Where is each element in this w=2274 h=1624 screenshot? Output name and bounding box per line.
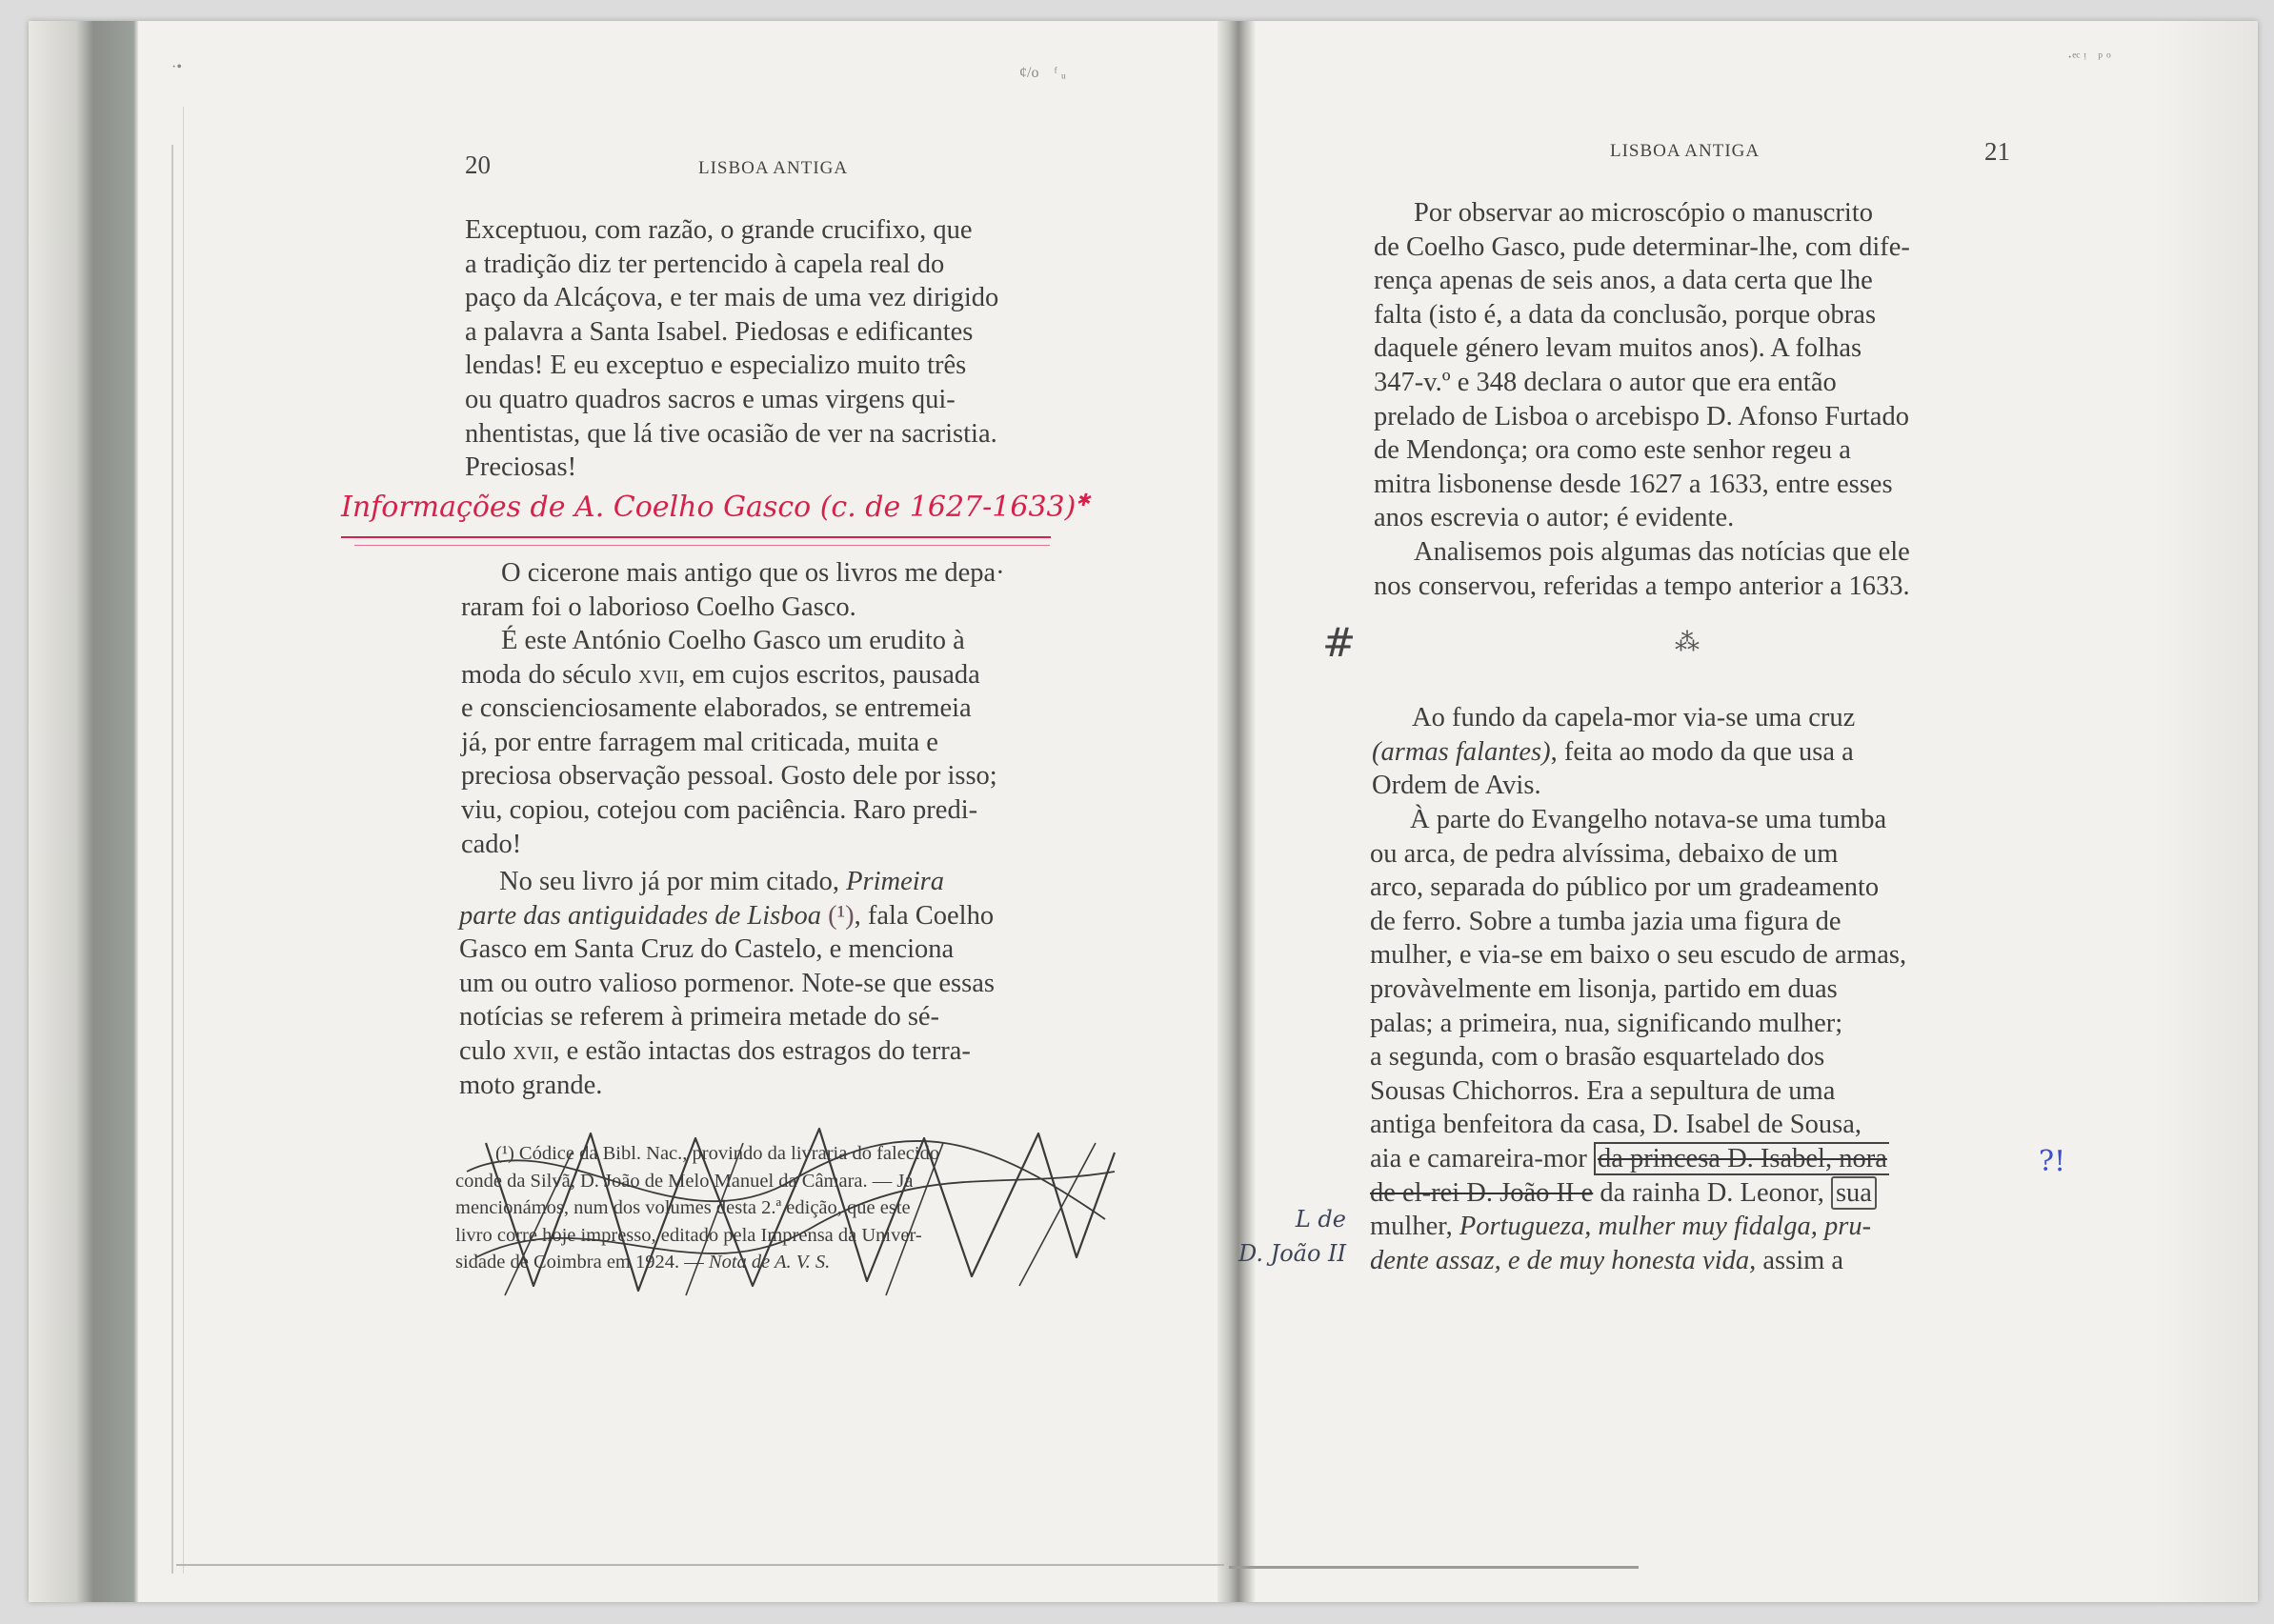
paragraph-3	[1372, 701, 2008, 803]
text-line	[1370, 1176, 2006, 1211]
text-line: O cicerone mais antigo que os livros me depa·	[501, 558, 1005, 588]
handwritten-margin-note	[1227, 1202, 1346, 1271]
book-title: parte das antiguidades de Lisboa	[459, 900, 822, 931]
text-span: , e estão intactas dos estragos do terra-	[553, 1035, 971, 1066]
text-line: Exceptuou, com razão, o grande crucifixo, que	[465, 215, 973, 245]
text-line	[1370, 1244, 2006, 1278]
paragraph-2	[461, 556, 1099, 624]
text-span: , em cujos escritos, pausada	[678, 659, 980, 690]
page-edge	[171, 145, 173, 1574]
text-line: ou quatro quadros sacros e umas virgens qui-	[465, 384, 956, 414]
scan-speck: ¢/o ᶠ ᵤ	[1019, 65, 1067, 81]
text-line	[459, 1034, 1096, 1069]
text-line	[1372, 735, 2008, 770]
text-line: um ou outro valioso pormenor. Note-se que essas	[459, 968, 995, 998]
page-number: 21	[1984, 137, 2010, 166]
text-line: já, por entre farragem mal criticada, muita e	[461, 727, 938, 757]
paragraph-2	[1374, 535, 2012, 603]
text-line	[1370, 1142, 2006, 1176]
text-span: , feita ao modo da que usa a	[1550, 736, 1854, 767]
text-line: de Coelho Gasco, pude determinar-lhe, com dife-	[1374, 231, 1910, 262]
text-line: anos escrevia o autor; é evidente.	[1374, 503, 1735, 533]
page-bottom-edge	[1229, 1566, 1639, 1569]
text-line: moto grande.	[459, 1070, 603, 1100]
text-line: É este António Coelho Gasco um erudito à	[501, 626, 965, 655]
text-line: ou arca, de pedra alvíssima, debaixo de um	[1370, 838, 1839, 869]
footnote-attribution: Nota de A. V. S.	[708, 1252, 831, 1273]
footnote-line: (¹) Códice da Bibl. Nac., provindo da livraria do falecido	[495, 1143, 940, 1164]
text-line: a segunda, com o brasão esquartelado dos	[1370, 1042, 1825, 1073]
italic-quotation: dente assaz, e de muy honesta vida,	[1370, 1245, 1757, 1275]
italic-phrase: (armas falantes)	[1372, 736, 1551, 767]
handwritten-hash-mark: #	[1322, 619, 1357, 666]
running-header: LISBOA ANTIGA	[1610, 141, 1761, 161]
margin-note-line: D. João II	[1238, 1240, 1346, 1267]
text-span: , fala Coelho	[854, 900, 995, 931]
page-number: 20	[465, 150, 491, 179]
text-line	[459, 899, 1096, 933]
text-span: assim a	[1756, 1245, 1844, 1275]
text-line: Ordem de Avis.	[1372, 771, 1541, 801]
text-line: Sousas Chichorros. Era a sepultura de uma	[1370, 1075, 1836, 1106]
text-line: nos conservou, referidas a tempo anterior a 1633.	[1374, 571, 1910, 601]
text-line: cado!	[461, 829, 522, 859]
handwritten-star: ✱	[1076, 491, 1091, 511]
text-line: lendas! E eu exceptuo e especializo muito três	[465, 351, 967, 381]
footnote-span: sidade de Coimbra em 1924. —	[455, 1252, 709, 1273]
text-line: paço da Alcáçova, e ter mais de uma vez dirigido	[465, 283, 999, 313]
footnote-line: conde da Silvã, D. João de Melo Manuel da Câmara. — Já	[455, 1170, 914, 1192]
struck-through-text: de el-rei D. João II e	[1370, 1177, 1594, 1208]
text-line: daquele género levam muitos anos). A folhas	[1374, 333, 1862, 364]
text-line: arco, separada do público por um gradeamento	[1370, 872, 1880, 903]
text-line: 347-v.º e 348 declara o autor que era então	[1374, 367, 1837, 397]
text-line: mulher, e via-se em baixo o seu escudo de armas,	[1370, 940, 1907, 971]
running-header: LISBOA ANTIGA	[698, 158, 849, 178]
century-numeral: xvii	[638, 659, 679, 690]
text-line: palas; a primeira, nua, significando mulher;	[1370, 1008, 1843, 1038]
text-line: e conscienciosamente elaborados, se entremeia	[461, 693, 972, 724]
text-line: À parte do Evangelho notava-se uma tumba	[1410, 805, 1887, 834]
text-span: da rainha D. Leonor,	[1593, 1177, 1831, 1208]
text-line: Preciosas!	[465, 452, 577, 483]
paragraph-3	[461, 624, 1097, 861]
asterism-section-break: ⁂	[1675, 629, 1700, 656]
paragraph-1	[465, 213, 1100, 485]
paragraph-1	[1374, 196, 2012, 535]
text-line: a palavra a Santa Isabel. Piedosas e edificantes	[465, 316, 974, 347]
boxed-word: sua	[1831, 1176, 1877, 1210]
handwritten-section-heading	[341, 491, 1091, 524]
text-line: preciosa observação pessoal. Gosto dele por isso;	[461, 761, 997, 792]
text-line: nhentistas, que lá tive ocasião de ver na sacristia.	[465, 418, 997, 449]
text-line: de Mendonça; ora como este senhor regeu a	[1374, 435, 1851, 466]
footnote-reference: (¹)	[821, 900, 855, 931]
text-line: Analisemos pois algumas das notícias que ele	[1414, 537, 1910, 567]
text-line: notícias se referem à primeira metade do sé-	[459, 1002, 940, 1033]
text-line	[1370, 1210, 2006, 1244]
margin-note-line: L de	[1295, 1206, 1346, 1233]
page-bottom-edge	[176, 1564, 1224, 1566]
text-span: aia e camareira-mor	[1370, 1143, 1594, 1173]
paragraph-4	[459, 865, 1096, 1102]
text-line: mitra lisbonense desde 1627 a 1633, entre esses	[1374, 469, 1893, 499]
scan-speck: ·•	[171, 59, 182, 75]
footnote-strikeout-scribble	[448, 1114, 1134, 1305]
right-edge-shadow	[2153, 21, 2258, 1602]
italic-quotation: Portugueza, mulher muy fidalga, pru-	[1459, 1212, 1872, 1242]
text-line	[459, 865, 1096, 899]
text-line: Por observar ao microscópio o manuscrito	[1414, 198, 1874, 228]
century-numeral: xvii	[513, 1035, 553, 1066]
text-line: a tradição diz ter pertencido à capela real do	[465, 249, 945, 279]
text-line: Gasco em Santa Cruz do Castelo, e menciona	[459, 934, 955, 965]
text-span: mulher,	[1370, 1212, 1459, 1242]
text-line: de ferro. Sobre a tumba jazia uma figura de	[1370, 906, 1841, 936]
footnote-line: mencionámos, num dos volumes desta 2.ª edição, que este	[455, 1197, 911, 1218]
text-line: prelado de Lisboa o arcebispo D. Afonso Furtado	[1374, 401, 1909, 431]
left-binding-shadow	[29, 21, 138, 1602]
text-line: Ao fundo da capela-mor via-se uma cruz	[1412, 703, 1856, 732]
text-line: viu, copiou, cotejou com paciência. Raro predi-	[461, 794, 978, 825]
text-line: raram foi o laborioso Coelho Gasco.	[461, 591, 856, 622]
handwritten-underline	[354, 545, 1050, 546]
handwritten-heading-text: Informações de A. Coelho Gasco (c. de 1627-1633)	[341, 491, 1077, 524]
text-line: antiga benfeitora da casa, D. Isabel de Sousa,	[1370, 1110, 1861, 1140]
book-title: Primeira	[846, 867, 945, 896]
handwritten-underline	[341, 536, 1051, 538]
scan-speck: ·ᵉᶜ ᵎ ᵖ ᵒ	[2067, 50, 2111, 66]
page-edge	[183, 107, 184, 1574]
struck-through-text: da princesa D. Isabel, nora	[1594, 1142, 1889, 1175]
text-span: moda do século	[461, 659, 639, 690]
text-span: No seu livro já por mim citado,	[499, 867, 847, 896]
paragraph-4	[1370, 803, 2006, 1277]
text-line	[461, 658, 1097, 692]
footnote-line: livro corre hoje impresso, editado pela Imprensa da Univer-	[455, 1224, 922, 1246]
text-line: provàvelmente em lisonja, partido em duas	[1370, 973, 1838, 1004]
text-span: culo	[459, 1035, 513, 1066]
text-line: rença apenas de seis anos, a data certa que lhe	[1374, 266, 1873, 296]
text-line: falta (isto é, a data da conclusão, porque obras	[1374, 299, 1877, 330]
handwritten-query-mark: ?!	[2039, 1145, 2066, 1178]
book-gutter	[1217, 21, 1256, 1602]
